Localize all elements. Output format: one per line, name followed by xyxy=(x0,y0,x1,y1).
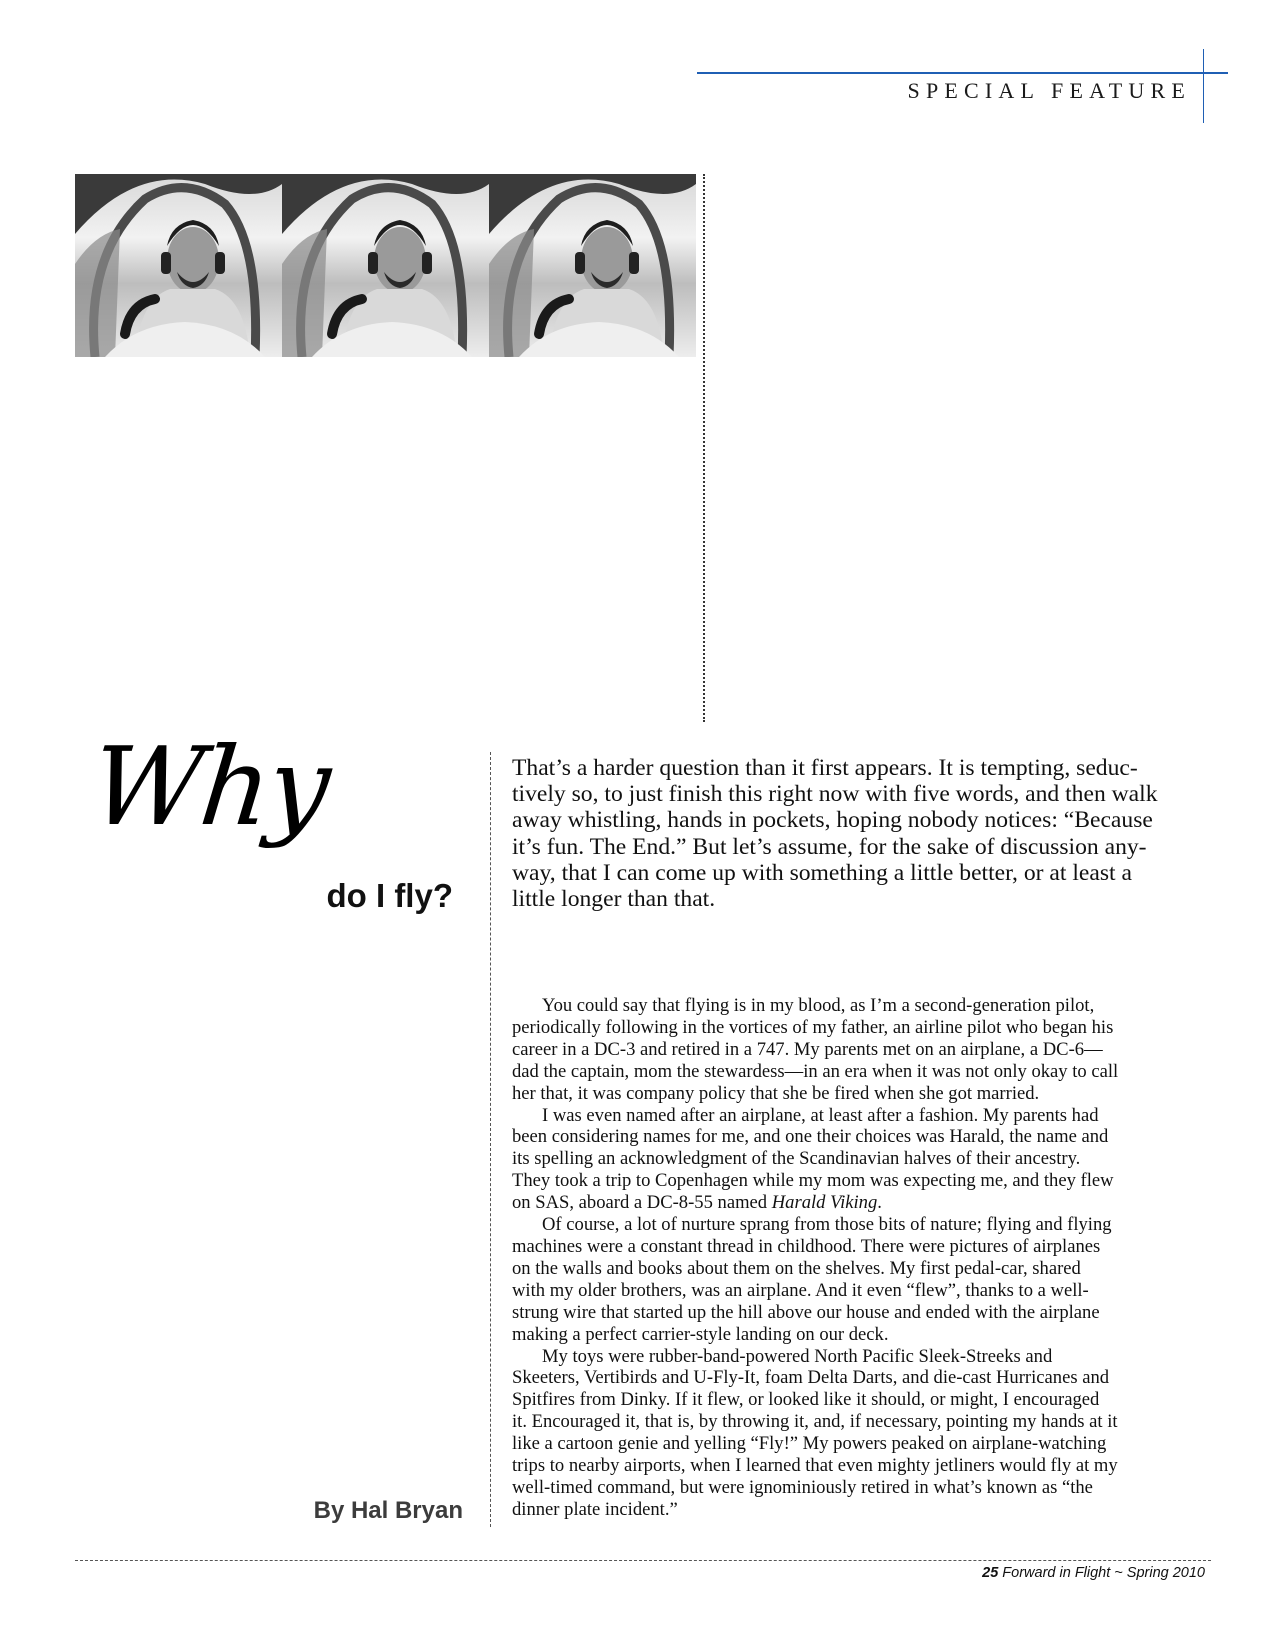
aircraft-name: Harald Viking xyxy=(771,1192,878,1214)
byline: By Hal Bryan xyxy=(313,1497,463,1524)
body-line: Of course, a lot of nurture sprang from those bits of nature; flying and flying xyxy=(542,1214,1112,1236)
body-line: making a perfect carrier-style landing on our deck. xyxy=(512,1323,889,1345)
page-number: 25 xyxy=(982,1565,999,1581)
body-line: trips to nearby airports, when I learned that even mighty jetliners would fly at my xyxy=(512,1455,1118,1477)
intro-paragraph xyxy=(512,755,1208,912)
body-line: its spelling an acknowledgment of the Scandinavian halves of their ancestry. xyxy=(512,1148,1081,1170)
body-line: I was even named after an airplane, at least after a fashion. My parents had xyxy=(542,1104,1099,1126)
body-line: dinner plate incident.” xyxy=(512,1498,678,1520)
intro-line: That’s a harder question than it first appears. It is tempting, seduc- xyxy=(512,755,1138,781)
text-column-divider xyxy=(490,752,491,1527)
body-line: well-timed command, but were ignominiously retired in what’s known as “the xyxy=(512,1476,1093,1498)
body-line: been considering names for me, and one their choices was Harald, the name and xyxy=(512,1126,1109,1148)
pilot-photo xyxy=(75,174,282,357)
publication-info: Forward in Flight ~ Spring 2010 xyxy=(998,1565,1205,1581)
intro-line: tively so, to just finish this right now with five words, and then walk xyxy=(512,781,1158,808)
header-rule-vertical xyxy=(1203,49,1204,123)
article-title-main: Why xyxy=(85,725,335,850)
body-line: periodically following in the vortices of my father, an airline pilot who began his xyxy=(512,1016,1114,1038)
article-body xyxy=(512,995,1212,1521)
body-line xyxy=(512,1192,1212,1214)
body-line: it. Encouraged it, that is, by throwing it, and, if necessary, pointing my hands at it xyxy=(512,1411,1118,1433)
page-footer xyxy=(982,1564,1205,1582)
pilot-photo-icon xyxy=(282,174,489,357)
body-line: They took a trip to Copenhagen while my mom was expecting me, and they flew xyxy=(512,1170,1114,1192)
intro-line: it’s fun. The End.” But let’s assume, for the sake of discussion any- xyxy=(512,833,1147,860)
body-line: Spitfires from Dinky. If it flew, or looked like it should, or might, I encouraged xyxy=(512,1389,1100,1411)
body-line: My toys were rubber-band-powered North Pacific Sleek-Streeks and xyxy=(542,1345,1053,1367)
intro-line: little longer than that. xyxy=(512,886,716,913)
body-line: her that, it was company policy that she be fired when she got married. xyxy=(512,1082,1040,1104)
body-line: on the walls and books about them on the shelves. My first pedal-car, shared xyxy=(512,1257,1081,1279)
photo-strip xyxy=(75,174,696,357)
article-title-sub: do I fly? xyxy=(326,877,453,914)
footer-rule xyxy=(75,1560,1211,1561)
intro-line: way, that I can come up with something a little better, or at least a xyxy=(512,859,1132,886)
body-line: like a cartoon genie and yelling “Fly!” My powers peaked on airplane-watching xyxy=(512,1433,1107,1455)
pilot-photo xyxy=(282,174,489,357)
pilot-photo-icon xyxy=(75,174,282,357)
pilot-photo-icon xyxy=(489,174,696,357)
pilot-photo xyxy=(489,174,696,357)
body-line: Skeeters, Vertibirds and U-Fly-It, foam Delta Darts, and die-cast Hurricanes and xyxy=(512,1367,1110,1389)
photo-column-divider xyxy=(703,174,705,722)
intro-line: away whistling, hands in pockets, hoping nobody notices: “Because xyxy=(512,807,1153,834)
body-line: career in a DC-3 and retired in a 747. My parents met on an airplane, a DC-6— xyxy=(512,1038,1103,1060)
body-line: dad the captain, mom the stewardess—in an era when it was not only okay to call xyxy=(512,1060,1119,1082)
section-label: SPECIAL FEATURE xyxy=(907,78,1191,103)
body-line: machines were a constant thread in childhood. There were pictures of airplanes xyxy=(512,1235,1101,1257)
header-rule-horizontal xyxy=(697,72,1228,74)
body-line: You could say that flying is in my blood, as I’m a second-generation pilot, xyxy=(542,995,1095,1016)
body-line: with my older brothers, was an airplane. And it even “flew”, thanks to a well- xyxy=(512,1279,1089,1301)
body-line: strung wire that started up the hill above our house and ended with the airplane xyxy=(512,1301,1100,1323)
body-text-segment: on SAS, aboard a DC-8-55 named xyxy=(512,1192,772,1214)
body-text-segment: . xyxy=(877,1192,882,1214)
